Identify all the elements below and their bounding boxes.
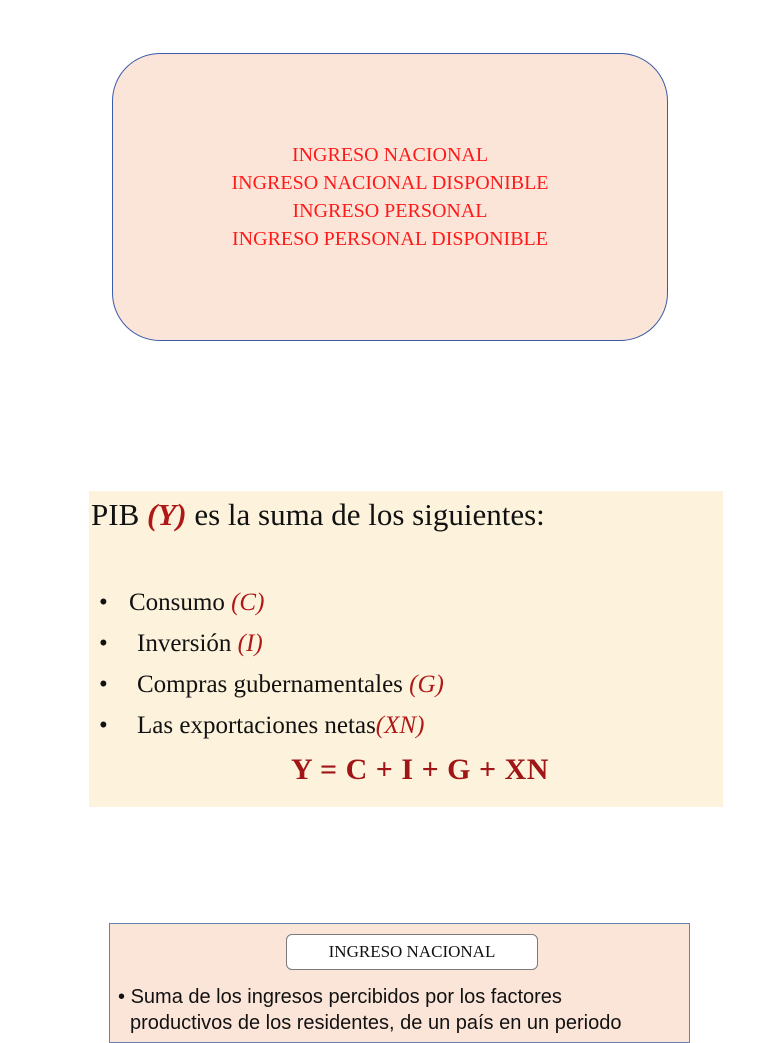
- pib-formula: Y = C + I + G + XN: [291, 753, 549, 786]
- definition-line-2: productivos de los residentes, de un país en un periodo: [130, 1012, 622, 1034]
- pib-item-exportaciones: [99, 712, 424, 740]
- definition-title: INGRESO NACIONAL: [286, 934, 538, 970]
- bullet-icon: •: [99, 589, 108, 616]
- definition-text-line-1: Suma de los ingresos percibidos por los factores: [130, 986, 562, 1008]
- bullet-icon: •: [99, 712, 108, 739]
- ingreso-nacional-definition-box: [109, 923, 690, 1043]
- item-label: Compras gubernamentales: [137, 671, 410, 698]
- pib-title-prefix: PIB: [91, 497, 147, 532]
- concept-ingreso-nacional: INGRESO NACIONAL: [291, 144, 489, 166]
- pib-item-compras: [99, 671, 444, 699]
- bullet-icon: •: [99, 630, 108, 657]
- pib-item-consumo: [99, 589, 264, 617]
- item-var: (XN): [375, 712, 425, 739]
- pib-title-suffix: es la suma de los siguientes:: [186, 497, 545, 532]
- item-var: (C): [231, 589, 265, 616]
- item-var: (G): [409, 671, 444, 698]
- definition-line-1: [118, 984, 684, 1010]
- concept-ingreso-personal-disponible: INGRESO PERSONAL DISPONIBLE: [232, 228, 548, 250]
- income-concepts-box: [112, 53, 668, 341]
- definition-text: [118, 984, 684, 1036]
- item-var: (I): [237, 630, 263, 657]
- pib-definition-panel: [89, 491, 723, 807]
- pib-title: [91, 497, 545, 533]
- bullet-icon: •: [118, 986, 126, 1008]
- pib-title-var: (Y): [147, 497, 187, 532]
- concept-ingreso-nacional-disponible: INGRESO NACIONAL DISPONIBLE: [231, 172, 549, 194]
- bullet-icon: •: [99, 671, 108, 698]
- pib-item-inversion: [99, 630, 263, 658]
- item-label: Inversión: [137, 630, 238, 657]
- item-label: Las exportaciones netas: [137, 712, 376, 739]
- item-label: Consumo: [129, 589, 232, 616]
- concept-ingreso-personal: INGRESO PERSONAL: [292, 200, 488, 222]
